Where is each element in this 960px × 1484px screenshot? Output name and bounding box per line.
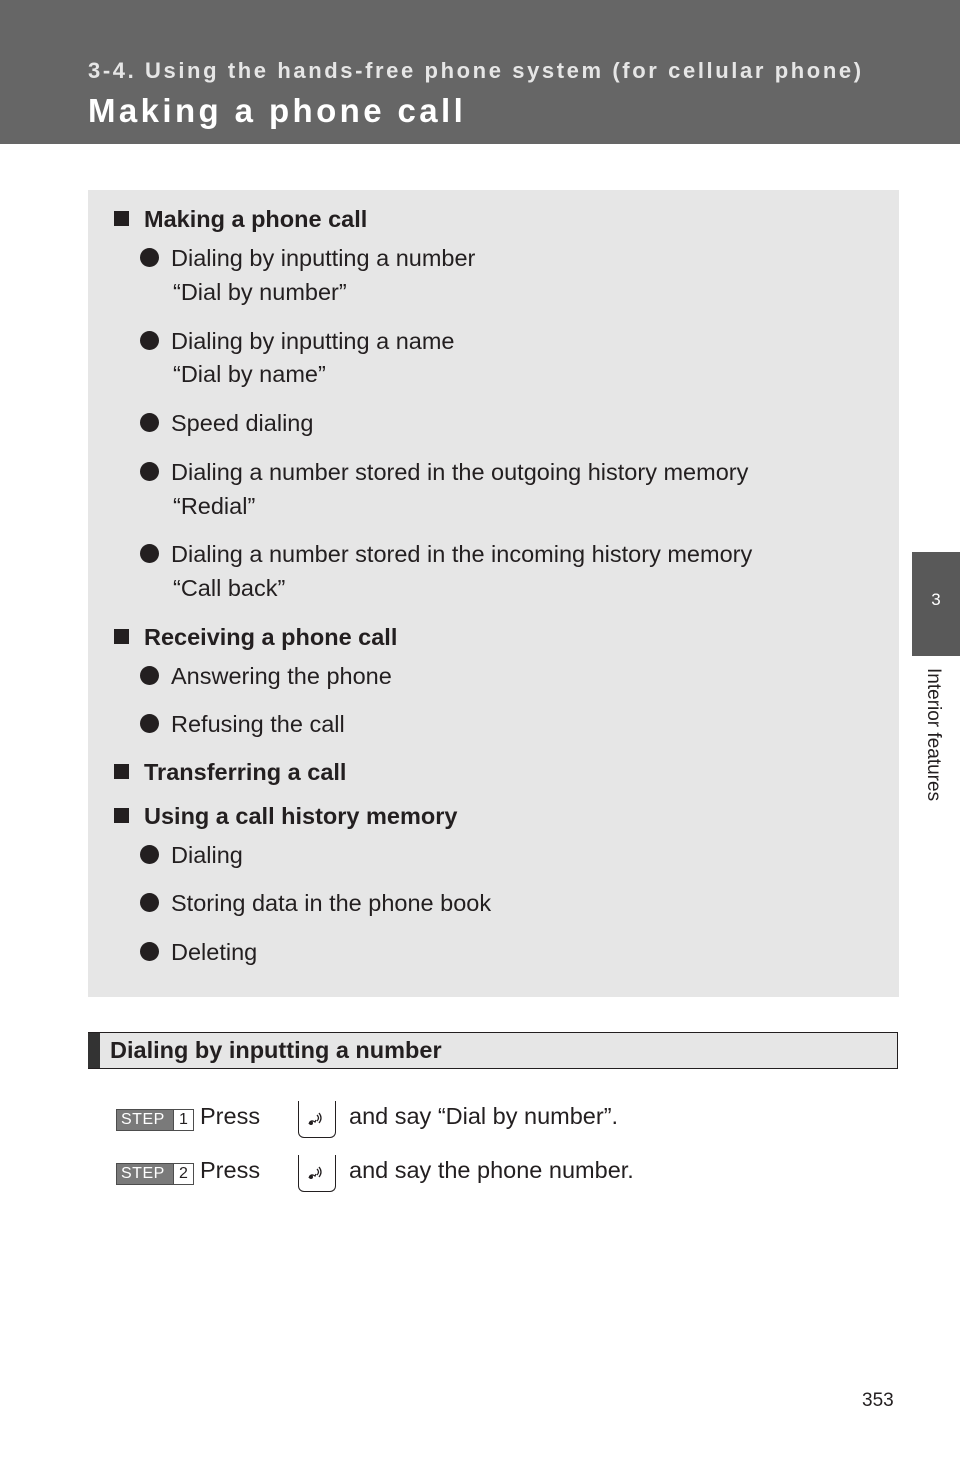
list-item-quote: “Dial by name” [173, 361, 326, 387]
bullet-icon [140, 248, 159, 267]
summary-heading: Receiving a phone call [114, 623, 397, 651]
list-item: Refusing the call [140, 710, 345, 738]
summary-heading: Transferring a call [114, 758, 346, 786]
step-text: and say “Dial by number”. [349, 1103, 619, 1129]
list-item: Dialing [140, 841, 243, 869]
bullet-icon [140, 893, 159, 912]
page-title: Making a phone call [88, 92, 467, 129]
step-badge: STEP 1 [116, 1109, 194, 1131]
list-item: Dialing a number stored in the outgoing history memory [140, 458, 748, 486]
list-item-quote: “Call back” [173, 575, 286, 601]
step-badge: STEP 2 [116, 1163, 194, 1185]
summary-heading: Using a call history memory [114, 802, 457, 830]
talk-switch-icon [298, 1101, 336, 1138]
heading-accent-bar [88, 1033, 100, 1068]
list-item: Deleting [140, 938, 257, 966]
bullet-icon [140, 714, 159, 733]
chapter-label [909, 668, 957, 828]
section-heading [88, 1032, 898, 1069]
section-title: 3-4. Using the hands-free phone system (for cellular phone) [88, 58, 864, 83]
list-item-quote: “Redial” [173, 493, 256, 519]
list-item: Dialing a number stored in the incoming history memory [140, 540, 752, 568]
summary-panel [88, 190, 899, 997]
square-bullet-icon [114, 211, 129, 226]
section-heading-text: Dialing by inputting a number [110, 1037, 442, 1063]
talk-switch-icon [298, 1155, 336, 1192]
list-item-quote: “Dial by number” [173, 279, 347, 305]
bullet-icon [140, 331, 159, 350]
bullet-icon [140, 413, 159, 432]
summary-heading: Making a phone call [114, 205, 367, 233]
list-item: Storing data in the phone book [140, 889, 491, 917]
step-text: Press [200, 1157, 261, 1183]
list-item: Dialing by inputting a number [140, 244, 475, 272]
list-item: Answering the phone [140, 662, 392, 690]
square-bullet-icon [114, 629, 129, 644]
square-bullet-icon [114, 764, 129, 779]
bullet-icon [140, 462, 159, 481]
list-item: Speed dialing [140, 409, 313, 437]
chapter-number: 3 [931, 590, 941, 609]
page-number: 353 [862, 1390, 894, 1411]
step-text: Press [200, 1103, 261, 1129]
step-text: and say the phone number. [349, 1157, 634, 1183]
chapter-header [0, 0, 960, 144]
bullet-icon [140, 666, 159, 685]
bullet-icon [140, 845, 159, 864]
chapter-tab [912, 552, 960, 656]
chapter-label-text: Interior features [923, 668, 944, 802]
list-item: Dialing by inputting a name [140, 327, 454, 355]
bullet-icon [140, 544, 159, 563]
bullet-icon [140, 942, 159, 961]
square-bullet-icon [114, 808, 129, 823]
